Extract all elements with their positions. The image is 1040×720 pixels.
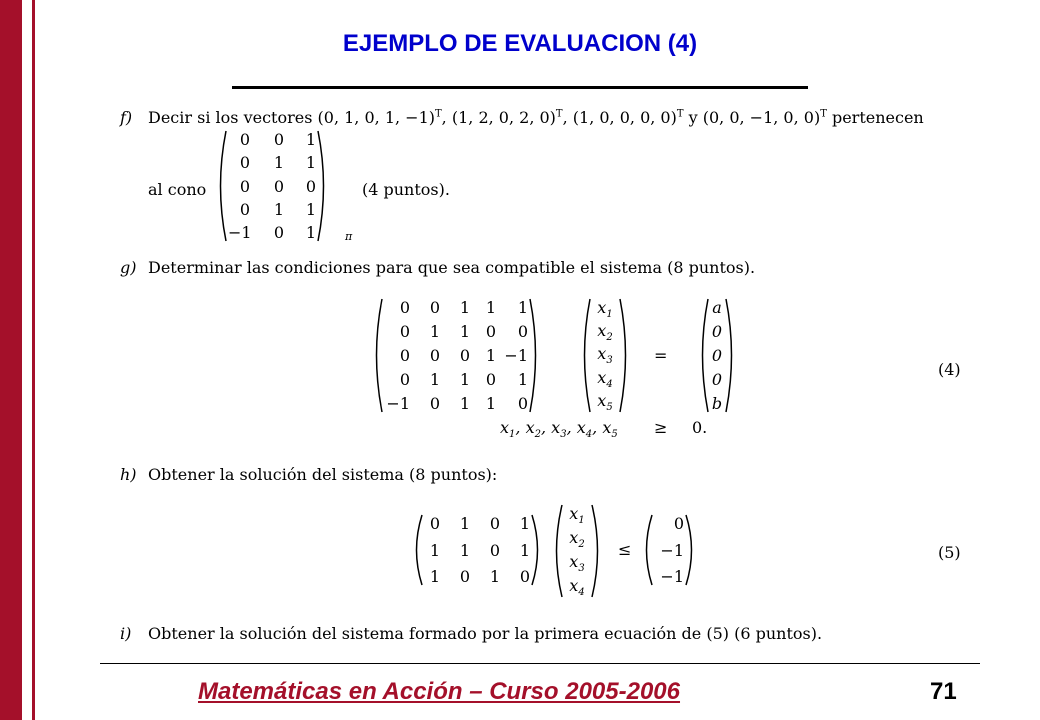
slide-title: EJEMPLO DE EVALUACION (4) xyxy=(342,30,698,57)
rhs-entry: b xyxy=(711,394,723,413)
matrix-entry: 0 xyxy=(489,514,500,533)
equals-sign: = xyxy=(654,346,668,365)
system-h-entries xyxy=(424,514,530,586)
matrix-entry: 1 xyxy=(429,370,440,389)
cone-matrix-entries xyxy=(228,130,316,242)
matrix-entry: 1 xyxy=(489,567,500,586)
rhs-entry: 0 xyxy=(711,370,723,389)
right-paren xyxy=(590,504,604,598)
variable-entry: $x_3$ xyxy=(597,344,613,367)
left-paren xyxy=(578,298,592,413)
matrix-entry: 1 xyxy=(305,153,316,173)
item-h-text: Obtener la solución del sistema (8 puntos): xyxy=(148,465,498,484)
matrix-entry: 0 xyxy=(399,346,410,365)
al-cono-label: al cono xyxy=(148,180,207,199)
item-i-label: i) xyxy=(120,624,132,643)
system-g-rhs-entries xyxy=(710,298,724,413)
right-paren xyxy=(530,514,544,586)
matrix-entry: 0 xyxy=(239,176,250,196)
left-paren xyxy=(214,130,228,242)
item-i-text: Obtener la solución del sistema formado por la primera ecuación de (5) (6 puntos). xyxy=(148,624,823,643)
variable-entry: $x_3$ xyxy=(569,551,585,575)
cone-matrix xyxy=(214,130,330,242)
system-g-variables xyxy=(578,298,632,413)
matrix-entry: 1 xyxy=(429,540,440,560)
matrix-entry: 1 xyxy=(305,130,316,149)
system-g-rhs xyxy=(696,298,738,413)
matrix-entry: 0 xyxy=(429,298,440,317)
matrix-entry: 0 xyxy=(459,346,470,365)
pi-subscript: π xyxy=(345,230,353,243)
system-h-variables xyxy=(550,504,604,598)
matrix-entry: 1 xyxy=(459,322,470,341)
zero-bound: 0. xyxy=(692,418,708,437)
matrix-entry: 1 xyxy=(273,153,284,173)
matrix-entry: 0 xyxy=(399,322,410,341)
left-paren xyxy=(370,298,384,413)
system-h-variable-entries xyxy=(564,504,590,598)
transpose-1: T xyxy=(435,108,442,120)
matrix-entry: 0 xyxy=(489,540,500,560)
matrix-entry: 1 xyxy=(517,298,528,317)
matrix-entry: 1 xyxy=(519,514,530,533)
rhs-entry: a xyxy=(712,298,722,317)
matrix-entry: 0 xyxy=(429,514,440,533)
left-paren xyxy=(410,514,424,586)
matrix-entry: 0 xyxy=(273,130,284,149)
matrix-entry: 0 xyxy=(239,153,250,173)
system-h-rhs xyxy=(640,514,698,586)
variable-entry: $x_5$ xyxy=(597,390,613,413)
rhs-entry: 0 xyxy=(673,514,684,533)
matrix-entry: 0 xyxy=(273,223,284,242)
item-f-text-a: Decir si los vectores (0, 1, 0, 1, −1) xyxy=(148,108,435,127)
right-paren xyxy=(684,514,698,586)
item-f-text-c: , (1, 0, 0, 0, 0) xyxy=(562,108,677,127)
variable-entry: $x_2$ xyxy=(597,321,613,344)
matrix-entry: 1 xyxy=(429,322,440,341)
matrix-entry: 1 xyxy=(305,223,316,242)
item-f-text-b: , (1, 2, 0, 2, 0) xyxy=(441,108,556,127)
transpose-3: T xyxy=(676,108,684,120)
left-paren xyxy=(696,298,710,413)
item-f-text-e: pertenecen xyxy=(826,108,924,127)
transpose-4: T xyxy=(820,108,827,120)
rhs-entry: −1 xyxy=(660,567,684,586)
footer-divider xyxy=(100,663,980,664)
variable-entry: $x_4$ xyxy=(569,575,585,598)
matrix-entry: 0 xyxy=(305,176,316,196)
item-f-points: (4 puntos). xyxy=(362,180,450,199)
right-paren xyxy=(528,298,542,413)
matrix-entry: 1 xyxy=(485,394,496,413)
matrix-entry: 0 xyxy=(239,130,250,149)
page-number: 71 xyxy=(930,678,957,705)
equation-number-4: (4) xyxy=(938,360,961,379)
variable-entry: $x_1$ xyxy=(597,298,613,321)
matrix-entry: 1 xyxy=(519,540,530,560)
item-f-label: f) xyxy=(120,108,133,127)
system-h-matrix xyxy=(410,514,544,586)
matrix-entry: 0 xyxy=(429,394,440,413)
item-h-label: h) xyxy=(120,465,137,484)
matrix-entry: 1 xyxy=(429,567,440,586)
right-paren xyxy=(316,130,330,242)
matrix-entry: 1 xyxy=(459,298,470,317)
matrix-entry: 0 xyxy=(273,176,284,196)
variable-entry: $x_4$ xyxy=(597,367,613,390)
left-paren xyxy=(640,514,654,586)
matrix-entry: 0 xyxy=(459,567,470,586)
right-paren xyxy=(724,298,738,413)
matrix-entry: 1 xyxy=(485,298,496,317)
matrix-entry: 0 xyxy=(399,298,410,317)
system-g-matrix xyxy=(370,298,542,413)
leq-sign: ≤ xyxy=(618,540,632,559)
matrix-entry: 1 xyxy=(305,199,316,219)
matrix-entry: 0 xyxy=(517,322,528,341)
system-h-rhs-entries xyxy=(654,514,684,586)
matrix-entry: 0 xyxy=(485,322,496,341)
matrix-entry: 1 xyxy=(517,370,528,389)
item-f-statement xyxy=(148,108,924,127)
matrix-entry: 1 xyxy=(459,370,470,389)
system-g-entries xyxy=(384,298,528,413)
matrix-entry: 1 xyxy=(459,514,470,533)
transpose-2: T xyxy=(555,108,563,120)
matrix-entry: 1 xyxy=(485,346,496,365)
matrix-entry: −1 xyxy=(228,223,252,242)
footer-course-title: Matemáticas en Acción – Curso 2005-2006 xyxy=(198,678,681,705)
matrix-entry: 0 xyxy=(239,199,250,219)
item-f-text-d: y (0, 0, −1, 0, 0) xyxy=(683,108,821,127)
matrix-entry: 1 xyxy=(459,394,470,413)
right-paren xyxy=(618,298,632,413)
matrix-entry: 0 xyxy=(399,370,410,389)
rhs-entry: −1 xyxy=(660,540,684,560)
matrix-entry: −1 xyxy=(386,394,410,413)
rhs-entry: 0 xyxy=(711,346,723,365)
system-g-variable-entries xyxy=(592,298,618,413)
nonnegativity-vars: $x_1$, $x_2$, $x_3$, $x_4$, $x_5$ xyxy=(500,418,618,441)
left-paren xyxy=(550,504,564,598)
matrix-entry: −1 xyxy=(504,346,528,365)
matrix-entry: 0 xyxy=(429,346,440,365)
matrix-entry: 0 xyxy=(517,394,528,413)
matrix-entry: 0 xyxy=(519,567,530,586)
rhs-entry: 0 xyxy=(711,322,723,341)
variable-entry: $x_2$ xyxy=(569,527,585,551)
matrix-entry: 0 xyxy=(485,370,496,389)
variable-entry: $x_1$ xyxy=(569,504,585,527)
matrix-entry: 1 xyxy=(459,540,470,560)
equation-number-5: (5) xyxy=(938,543,961,562)
matrix-entry: 1 xyxy=(273,199,284,219)
geq-sign: ≥ xyxy=(654,418,668,437)
item-g-label: g) xyxy=(120,258,137,277)
item-g-text: Determinar las condiciones para que sea compatible el sistema (8 puntos). xyxy=(148,258,756,277)
